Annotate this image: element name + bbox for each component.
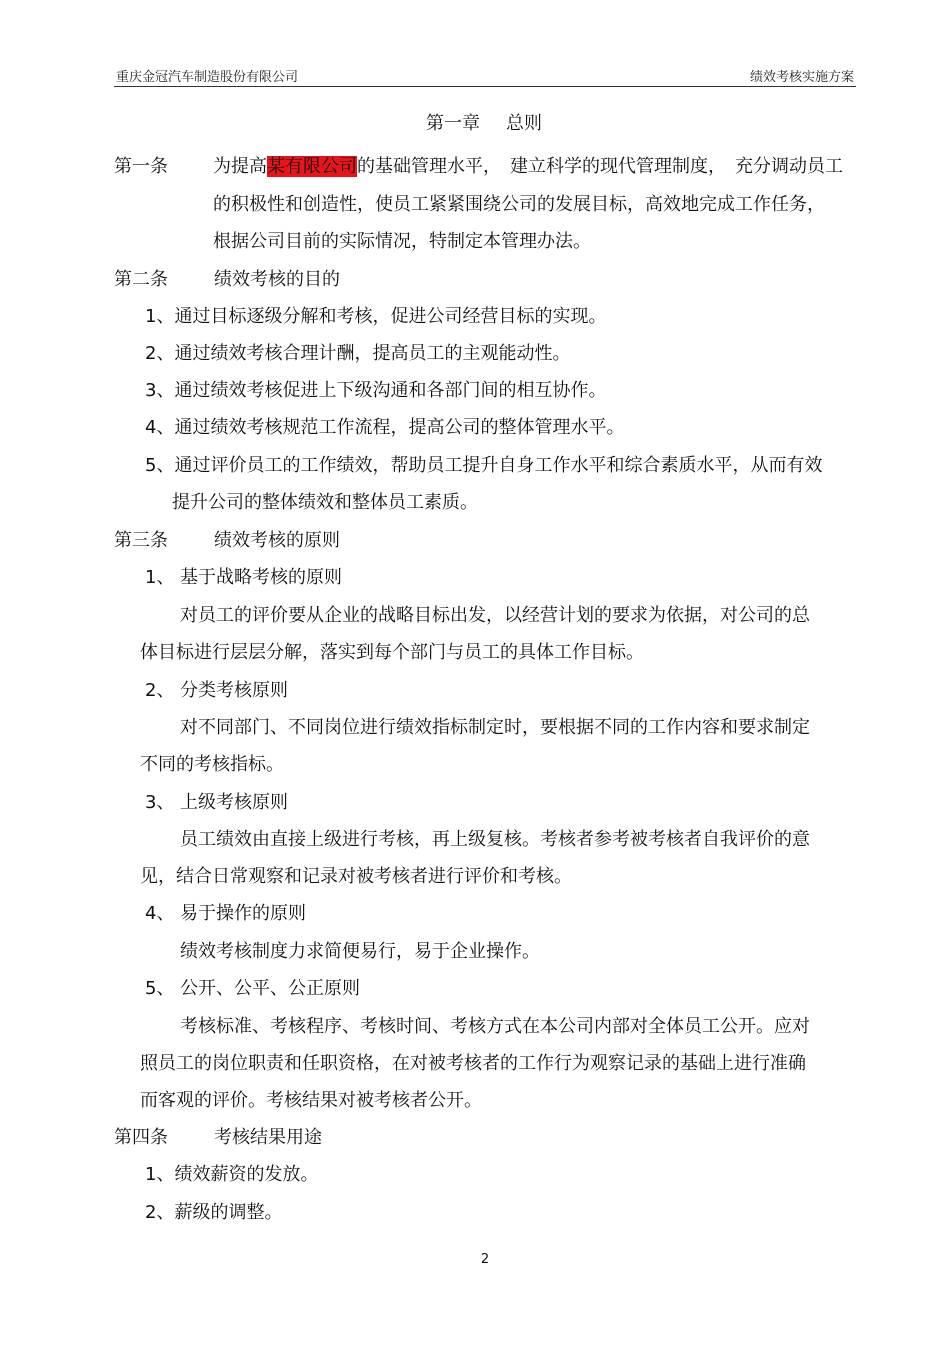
article-4-heading <box>114 1126 322 1150</box>
article-4-label: 第四条 <box>114 1127 168 1148</box>
principle-4-body: 绩效考核制度力求简便易行，易于企业操作。 <box>180 941 540 962</box>
principle-1-num: 1、 <box>145 567 175 588</box>
article-4-title: 考核结果用途 <box>214 1127 322 1148</box>
list-item: 1、通过目标逐级分解和考核，促进公司经营目标的实现。 <box>145 306 607 327</box>
chapter-name: 总则 <box>506 113 542 134</box>
list-item: 2、通过绩效考核合理计酬，提高员工的主观能动性。 <box>145 343 571 364</box>
list-item: 5、通过评价员工的工作绩效，帮助员工提升自身工作水平和综合素质水平，从而有效 <box>145 455 823 476</box>
principle-2-num: 2、 <box>145 680 175 701</box>
header-doc-title: 绩效考核实施方案 <box>749 70 854 85</box>
article-3-title: 绩效考核的原则 <box>214 530 340 551</box>
article-1-text-post: 的基础管理水平， 建立科学的现代管理制度， 充分调动员工 <box>357 156 843 177</box>
principle-4-num: 4、 <box>145 903 175 924</box>
principle-4-title: 易于操作的原则 <box>180 903 306 924</box>
chapter-number: 第一章 <box>426 113 480 134</box>
list-item: 3、通过绩效考核促进上下级沟通和各部门间的相互协作。 <box>145 380 607 401</box>
principle-5-body: 照员工的岗位职责和任职资格，在对被考核者的工作行为观察记录的基础上进行准确 <box>140 1053 806 1074</box>
principle-3-title: 上级考核原则 <box>180 792 288 813</box>
article-1-text-pre: 为提高 <box>213 156 267 177</box>
principle-2-title: 分类考核原则 <box>180 680 288 701</box>
principle-5-body: 考核标准、考核程序、考核时间、考核方式在本公司内部对全体员工公开。应对 <box>180 1016 810 1037</box>
principle-5-body: 而客观的评价。考核结果对被考核者公开。 <box>140 1090 482 1111</box>
list-item: 2、薪级的调整。 <box>145 1202 283 1223</box>
principle-1-title: 基于战略考核的原则 <box>180 567 342 588</box>
principle-3-body: 员工绩效由直接上级进行考核，再上级复核。考核者参考被考核者自我评价的意 <box>180 829 810 850</box>
header-company: 重庆金冠汽车制造股份有限公司 <box>116 70 299 85</box>
article-1-line-2: 的积极性和创造性，使员工紧紧围绕公司的发展目标，高效地完成工作任务， <box>213 194 825 215</box>
article-1-label: 第一条 <box>114 156 168 177</box>
company-highlight: 某有限公司 <box>267 156 357 177</box>
list-item: 1、绩效薪资的发放。 <box>145 1164 319 1185</box>
page-number: 2 <box>480 1252 490 1267</box>
list-item-continuation: 提升公司的整体绩效和整体员工素质。 <box>172 492 478 513</box>
principle-5-title: 公开、公平、公正原则 <box>180 978 360 999</box>
chapter-title <box>0 112 950 136</box>
header-rule <box>114 86 856 87</box>
article-1-line-1 <box>213 155 843 179</box>
principle-2-body: 不同的考核指标。 <box>140 754 284 775</box>
article-3-heading <box>114 529 340 553</box>
principle-3-body: 见，结合日常观察和记录对被考核者进行评价和考核。 <box>140 866 572 887</box>
article-2-label: 第二条 <box>114 269 168 290</box>
article-2-heading <box>114 268 340 292</box>
article-2-title: 绩效考核的目的 <box>214 269 340 290</box>
principle-5-num: 5、 <box>145 978 175 999</box>
principle-2-body: 对不同部门、不同岗位进行绩效指标制定时，要根据不同的工作内容和要求制定 <box>180 717 810 738</box>
principle-3-num: 3、 <box>145 792 175 813</box>
principle-1-body: 体目标进行层层分解，落实到每个部门与员工的具体工作目标。 <box>140 642 644 663</box>
principle-1-body: 对员工的评价要从企业的战略目标出发，以经营计划的要求为依据，对公司的总 <box>180 605 810 626</box>
article-1-line-3: 根据公司目前的实际情况，特制定本管理办法。 <box>213 231 591 252</box>
article-3-label: 第三条 <box>114 530 168 551</box>
list-item: 4、通过绩效考核规范工作流程，提高公司的整体管理水平。 <box>145 417 625 438</box>
